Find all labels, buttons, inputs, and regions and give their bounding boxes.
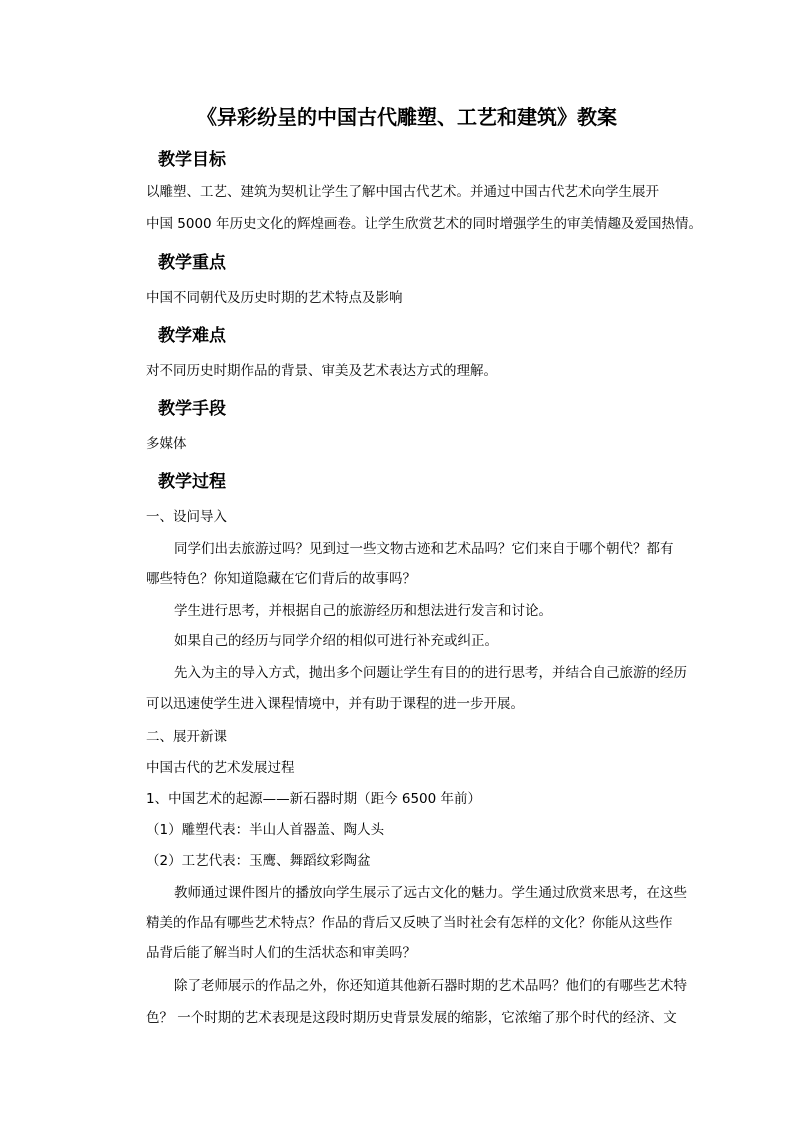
- paragraph-line: 中国古代的艺术发展过程: [146, 760, 295, 776]
- paragraph-line: 中国不同朝代及历史时期的艺术特点及影响: [146, 290, 403, 306]
- heading-teaching-goals: 教学目标: [158, 150, 226, 170]
- paragraph-line: 学生进行思考，并根据自己的旅游经历和想法进行发言和讨论。: [174, 603, 552, 619]
- paragraph-line: 如果自己的经历与同学介绍的相似可进行补充或纠正。: [174, 633, 498, 649]
- paragraph-line: 哪些特色？你知道隐藏在它们背后的故事吗？: [146, 571, 416, 587]
- paragraph-line: 对不同历史时期作品的背景、审美及艺术表达方式的理解。: [146, 363, 497, 379]
- section-heading-new-lesson: 二、展开新课: [146, 729, 227, 745]
- list-item: （2）工艺代表：玉鹰、舞蹈纹彩陶盆: [146, 853, 371, 869]
- paragraph-line: 中国 5000 年历史文化的辉煌画卷。让学生欣赏艺术的同时增强学生的审美情趣及爱国热情。: [146, 216, 702, 232]
- paragraph-line: 多媒体: [146, 436, 187, 452]
- paragraph-line: 同学们出去旅游过吗？见到过一些文物古迹和艺术品吗？它们来自于哪个朝代？都有: [174, 541, 674, 557]
- paragraph-line: 以雕塑、工艺、建筑为契机让学生了解中国古代艺术。并通过中国古代艺术向学生展开: [146, 184, 659, 200]
- heading-teaching-means: 教学手段: [158, 399, 226, 419]
- paragraph-line: 先入为主的导入方式，抛出多个问题让学生有目的的进行思考，并结合自己旅游的经历: [174, 665, 687, 681]
- paragraph-line: 精美的作品有哪些艺术特点？作品的背后又反映了当时社会有怎样的文化？你能从这些作: [146, 915, 673, 931]
- paragraph-line: 1、中国艺术的起源——新石器时期（距今 6500 年前）: [146, 791, 482, 807]
- section-heading-intro: 一、设问导入: [146, 509, 227, 525]
- document-title: 《异彩纷呈的中国古代雕塑、工艺和建筑》教案: [197, 105, 617, 129]
- heading-teaching-difficulties: 教学难点: [158, 326, 226, 346]
- paragraph-line: 教师通过课件图片的播放向学生展示了远古文化的魅力。学生通过欣赏来思考，在这些: [174, 885, 687, 901]
- paragraph-line: 除了老师展示的作品之外，你还知道其他新石器时期的艺术品吗？他们的有哪些艺术特: [174, 978, 687, 994]
- heading-teaching-process: 教学过程: [158, 472, 226, 492]
- list-item: （1）雕塑代表：半山人首器盖、陶人头: [146, 822, 385, 838]
- paragraph-line: 品背后能了解当时人们的生活状态和审美吗？: [146, 945, 416, 961]
- heading-teaching-key-points: 教学重点: [158, 253, 226, 273]
- paragraph-line: 可以迅速使学生进入课程情境中，并有助于课程的进一步开展。: [146, 696, 524, 712]
- paragraph-line: 色？ 一个时期的艺术表现是这段时期历史背景发展的缩影，它浓缩了那个时代的经济、文: [146, 1010, 677, 1026]
